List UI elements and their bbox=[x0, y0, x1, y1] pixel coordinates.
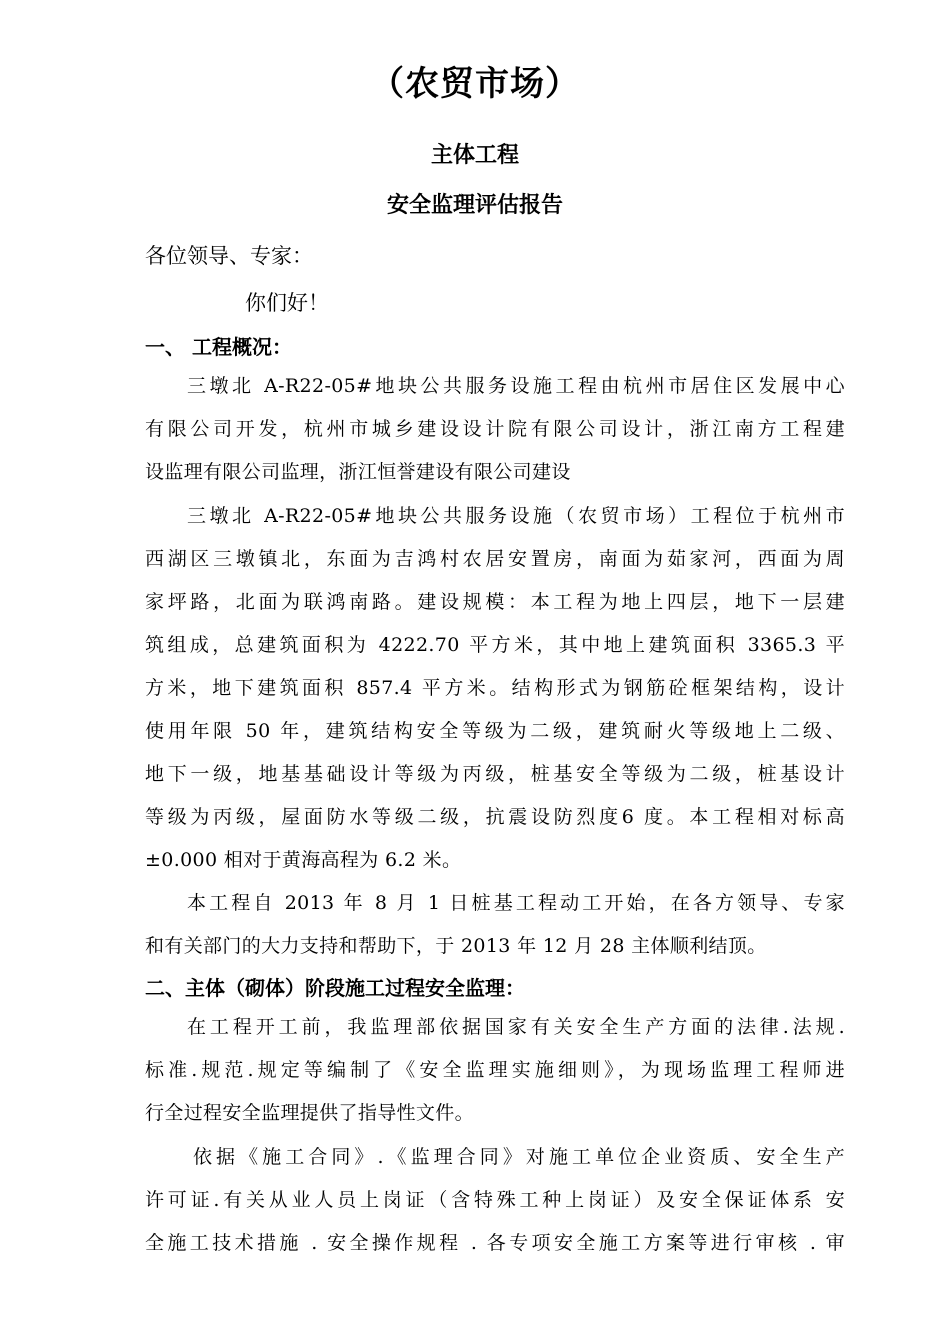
section-1-paragraph-1-line: 有限公司开发，杭州市城乡建设设计院有限公司设计，浙江南方工程建 bbox=[145, 418, 845, 440]
section-1-paragraph-3-line: 本工程自 2013 年 8 月 1 日桩基工程动工开始，在各方领导、专家 bbox=[187, 892, 845, 914]
section-1-paragraph-2-line: 使用年限 50 年，建筑结构安全等级为二级，建筑耐火等级地上二级、 bbox=[145, 720, 845, 742]
section-1-paragraph-2-line: 三墩北 A-R22-05#地块公共服务设施（农贸市场）工程位于杭州市 bbox=[187, 505, 845, 527]
section-1-paragraph-2-line: 等级为丙级，屋面防水等级二级，抗震设防烈度6 度。本工程相对标高 bbox=[145, 806, 845, 828]
section-2-paragraph-1-line: 行全过程安全监理提供了指导性文件。 bbox=[145, 1102, 474, 1124]
section-1-paragraph-2-line: 地下一级，地基基础设计等级为丙级，桩基安全等级为二级，桩基设计 bbox=[145, 763, 845, 785]
section-2-paragraph-2-line: 依据《施工合同》.《监理合同》对施工单位企业资质、安全生产 bbox=[193, 1146, 845, 1168]
greeting: 你们好！ bbox=[245, 291, 329, 315]
section-1-paragraph-2-line: 西湖区三墩镇北，东面为吉鸿村农居安置房，南面为茹家河，西面为周 bbox=[145, 548, 845, 570]
section-2-paragraph-2-line: 全施工技术措施 . 安全操作规程 . 各专项安全施工方案等进行审核 . 审 bbox=[145, 1232, 845, 1254]
section-1-paragraph-2-line: 筑组成，总建筑面积为 4222.70 平方米，其中地上建筑面积 3365.3 平 bbox=[145, 634, 845, 656]
section-2-paragraph-1-line: 标准.规范.规定等编制了《安全监理实施细则》，为现场监理工程师进 bbox=[145, 1059, 845, 1081]
salutation: 各位领导、专家： bbox=[145, 244, 313, 268]
section-2-paragraph-1-line: 在工程开工前，我监理部依据国家有关安全生产方面的法律.法规. bbox=[187, 1016, 845, 1038]
section-1-paragraph-1-line: 三墩北 A-R22-05#地块公共服务设施工程由杭州市居住区发展中心 bbox=[187, 375, 845, 397]
section-2-heading: 二、主体（砌体）阶段施工过程安全监理： bbox=[145, 976, 525, 1000]
document-subtitle-main-works: 主体工程 bbox=[430, 143, 519, 168]
document-title: （农贸市场） bbox=[370, 64, 580, 104]
section-1-paragraph-2-line: 家坪路，北面为联鸿南路。建设规模：本工程为地上四层，地下一层建 bbox=[145, 591, 845, 613]
section-1-heading: 一、 工程概况： bbox=[145, 335, 292, 359]
document-subtitle-report-name: 安全监理评估报告 bbox=[386, 193, 563, 218]
section-1-paragraph-2-line: ±0.000 相对于黄海高程为 6.2 米。 bbox=[145, 849, 462, 871]
section-2-paragraph-2-line: 许可证.有关从业人员上岗证（含特殊工种上岗证）及安全保证体系 安 bbox=[145, 1189, 845, 1211]
section-1-paragraph-2-line: 方米，地下建筑面积 857.4 平方米。结构形式为钢筋砼框架结构，设计 bbox=[145, 677, 845, 699]
section-1-paragraph-3-line: 和有关部门的大力支持和帮助下，于 2013 年 12 月 28 主体顺利结顶。 bbox=[145, 935, 767, 957]
section-1-paragraph-1-line: 设监理有限公司监理，浙江恒誉建设有限公司建设 bbox=[145, 461, 571, 483]
